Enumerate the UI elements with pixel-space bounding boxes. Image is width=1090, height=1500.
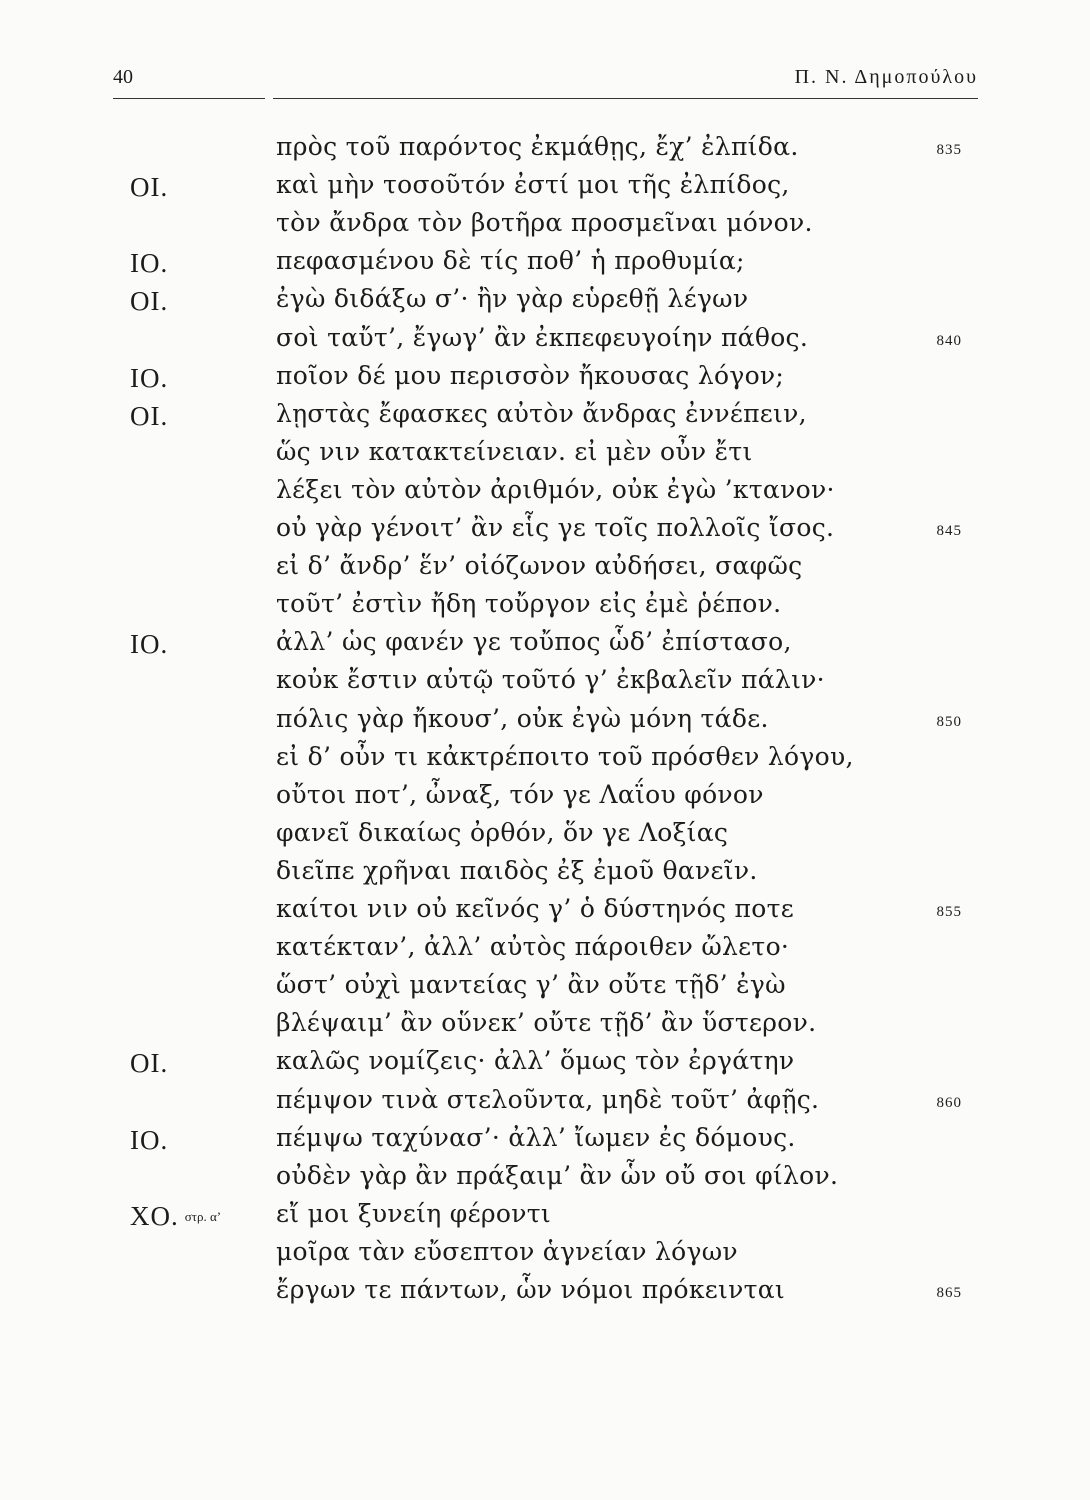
verse-text: ὥς νιν κατακτείνειαν. εἰ μὲν οὖν ἔτι [276, 436, 753, 466]
verse-text: διεῖπε χρῆναι παιδὸς ἐξ ἐμοῦ θανεῖν. [276, 855, 758, 885]
line-number: 845 [936, 523, 962, 539]
speaker-name: ΟΙ. [130, 1048, 169, 1079]
line-number: 855 [936, 904, 962, 920]
verse-line [0, 968, 1090, 1008]
speaker-label [130, 896, 136, 927]
verse-text: τοῦτ’ ἐστὶν ἤδη τοὔργον εἰς ἐμὲ ῥέπον. [276, 589, 782, 619]
speaker-label [130, 1201, 221, 1232]
verse-line [0, 740, 1090, 780]
verse-text: βλέψαιμ’ ἂν οὕνεκ’ οὔτε τῇδ’ ἂν ὕστερον. [276, 1008, 817, 1038]
speaker-label [130, 972, 136, 1003]
verse-line [0, 816, 1090, 856]
line-number: 840 [936, 332, 962, 349]
verse-text: πρὸς τοῦ παρόντος ἐκμάθῃς, ἔχ’ ἐλπίδα. [276, 132, 799, 161]
line-number: 850 [936, 713, 962, 730]
verse-line [0, 473, 1090, 513]
verse-line [0, 587, 1090, 627]
verse-line [0, 1083, 1090, 1123]
speaker-label [130, 286, 174, 317]
speaker-label [130, 1277, 136, 1308]
verse-line [0, 1235, 1090, 1275]
speaker-label [130, 1239, 136, 1270]
verse-line [0, 282, 1090, 322]
verse-text: ὥστ’ οὐχὶ μαντείας γ’ ἂν οὔτε τῇδ’ ἐγὼ [276, 970, 786, 1000]
speaker-label [130, 934, 136, 965]
speaker-label [130, 744, 136, 775]
verse-line [0, 206, 1090, 246]
speaker-name: ΙΟ. [130, 1124, 169, 1155]
verse-line [0, 1273, 1090, 1313]
verse-line [0, 1044, 1090, 1084]
verse-text: ἔργων τε πάντων, ὧν νόμοι πρόκεινται [276, 1275, 786, 1304]
verse-text: καλῶς νομίζεις· ἀλλ’ ὅμως τὸν ἐργάτην [276, 1046, 795, 1076]
speaker-label [130, 782, 136, 813]
verse-line [0, 397, 1090, 437]
header-rule-left [113, 98, 265, 99]
running-head: Π. Ν. Δημοπούλου [794, 66, 978, 88]
verse-line [0, 130, 1090, 170]
speaker-label [130, 1010, 136, 1041]
line-number: 835 [936, 142, 962, 158]
speaker-label [130, 553, 136, 584]
verse-line [0, 511, 1090, 551]
speaker-label [130, 591, 136, 622]
speaker-label [130, 210, 136, 241]
verse-text: τὸν ἄνδρα τὸν βοτῆρα προσμεῖναι μόνον. [276, 208, 813, 238]
verse-line [0, 435, 1090, 475]
verse-line [0, 892, 1090, 932]
verse-text: φανεῖ δικαίως ὀρθόν, ὅν γε Λοξίας [276, 817, 729, 847]
verse-line [0, 549, 1090, 589]
verse-text: σοὶ ταὔτ’, ἔγωγ’ ἂν ἐκπεφευγοίην πάθος. [276, 322, 809, 352]
verse-text: εἰ δ’ οὖν τι κἀκτρέποιτο τοῦ πρόσθεν λόγου, [276, 741, 854, 771]
verse-text: μοῖρα τὰν εὔσεπτον ἁγνείαν λόγων [276, 1236, 738, 1266]
speaker-label [130, 172, 174, 203]
speaker-name: ΙΟ. [130, 629, 169, 660]
speaker-name: ΟΙ. [130, 400, 169, 431]
verse-text: ἀλλ’ ὡς φανέν γε τοὔπος ὧδ’ ἐπίστασο, [276, 627, 792, 657]
page-number: 40 [113, 66, 133, 88]
verse-line [0, 321, 1090, 361]
verse-text: ποῖον δέ μου περισσὸν ἤκουσας λόγον; [276, 360, 785, 390]
meter-label: στρ. α’ [184, 1208, 222, 1224]
verse-text: οὐ γὰρ γένοιτ’ ἂν εἷς γε τοῖς πολλοῖς ἴσος. [276, 513, 835, 542]
verse-text: λέξει τὸν αὐτὸν ἀριθμόν, οὐκ ἐγὼ ’κτανον· [276, 474, 835, 504]
speaker-label [130, 858, 136, 889]
verse-line [0, 854, 1090, 894]
speaker-label [130, 1048, 174, 1079]
verse-text: κοὐκ ἔστιν αὐτῷ τοῦτό γ’ ἐκβαλεῖν πάλιν· [276, 665, 825, 695]
speaker-label [130, 706, 136, 737]
speaker-label [130, 629, 174, 660]
verse-text: καίτοι νιν οὐ κεῖνός γ’ ὁ δύστηνός ποτε [276, 894, 794, 923]
speaker-label [130, 1087, 136, 1118]
speaker-name: ΟΙ. [130, 286, 169, 317]
verse-text: οὐδὲν γὰρ ἂν πράξαιμ’ ἂν ὧν οὔ σοι φίλον. [276, 1160, 839, 1190]
speaker-label [130, 1125, 174, 1156]
speaker-label [130, 820, 136, 851]
verse-line [0, 778, 1090, 818]
verse-line [0, 663, 1090, 703]
speaker-label [130, 1163, 136, 1194]
speaker-label [130, 477, 136, 508]
speaker-label [130, 439, 136, 470]
verse-line [0, 359, 1090, 399]
verse-line [0, 244, 1090, 284]
line-number: 865 [936, 1285, 962, 1301]
verse-text: οὔτοι ποτ’, ὦναξ, τόν γε Λαΐου φόνον [276, 779, 764, 809]
verse-line [0, 168, 1090, 208]
speaker-label [130, 134, 136, 165]
speaker-name: ΙΟ. [130, 248, 169, 279]
speaker-label [130, 515, 136, 546]
verse-line [0, 625, 1090, 665]
verse-text: ἐγὼ διδάξω σ’· ἢν γὰρ εὑρεθῇ λέγων [276, 284, 749, 314]
speaker-name: ΧΟ. [130, 1200, 179, 1231]
speaker-name: ΟΙ. [130, 172, 169, 203]
verse-text: πέμψω ταχύνασ’· ἀλλ’ ἴωμεν ἐς δόμους. [276, 1122, 796, 1152]
verse-text: πόλις γὰρ ἤκουσ’, οὐκ ἐγὼ μόνη τάδε. [276, 703, 769, 733]
speaker-label [130, 363, 174, 394]
verse-line [0, 1006, 1090, 1046]
verse-text: κατέκταν’, ἀλλ’ αὐτὸς πάροιθεν ὤλετο· [276, 932, 790, 962]
speaker-label [130, 667, 136, 698]
speaker-label [130, 401, 174, 432]
verse-text: πέμψον τινὰ στελοῦντα, μηδὲ τοῦτ’ ἀφῇς. [276, 1084, 820, 1114]
header-rule-right [273, 98, 978, 99]
verse-line [0, 1121, 1090, 1161]
verse-line [0, 702, 1090, 742]
verse-text: εἰ δ’ ἄνδρ’ ἕν’ οἰόζωνον αὐδήσει, σαφῶς [276, 551, 803, 581]
speaker-label [130, 248, 174, 279]
verse-line [0, 930, 1090, 970]
verse-line [0, 1159, 1090, 1199]
verse-text: πεφασμένου δὲ τίς ποθ’ ἡ προθυμία; [276, 246, 745, 276]
line-number: 860 [936, 1094, 962, 1111]
speaker-name: ΙΟ. [130, 362, 169, 393]
verse-text: εἴ μοι ξυνείη φέροντι [276, 1198, 551, 1228]
speaker-label [130, 325, 136, 356]
verse-text: καὶ μὴν τοσοῦτόν ἐστί μοι τῆς ἐλπίδος, [276, 170, 790, 200]
verse-text: λῃστὰς ἔφασκες αὐτὸν ἄνδρας ἐννέπειν, [276, 398, 807, 428]
verse-line [0, 1197, 1090, 1237]
